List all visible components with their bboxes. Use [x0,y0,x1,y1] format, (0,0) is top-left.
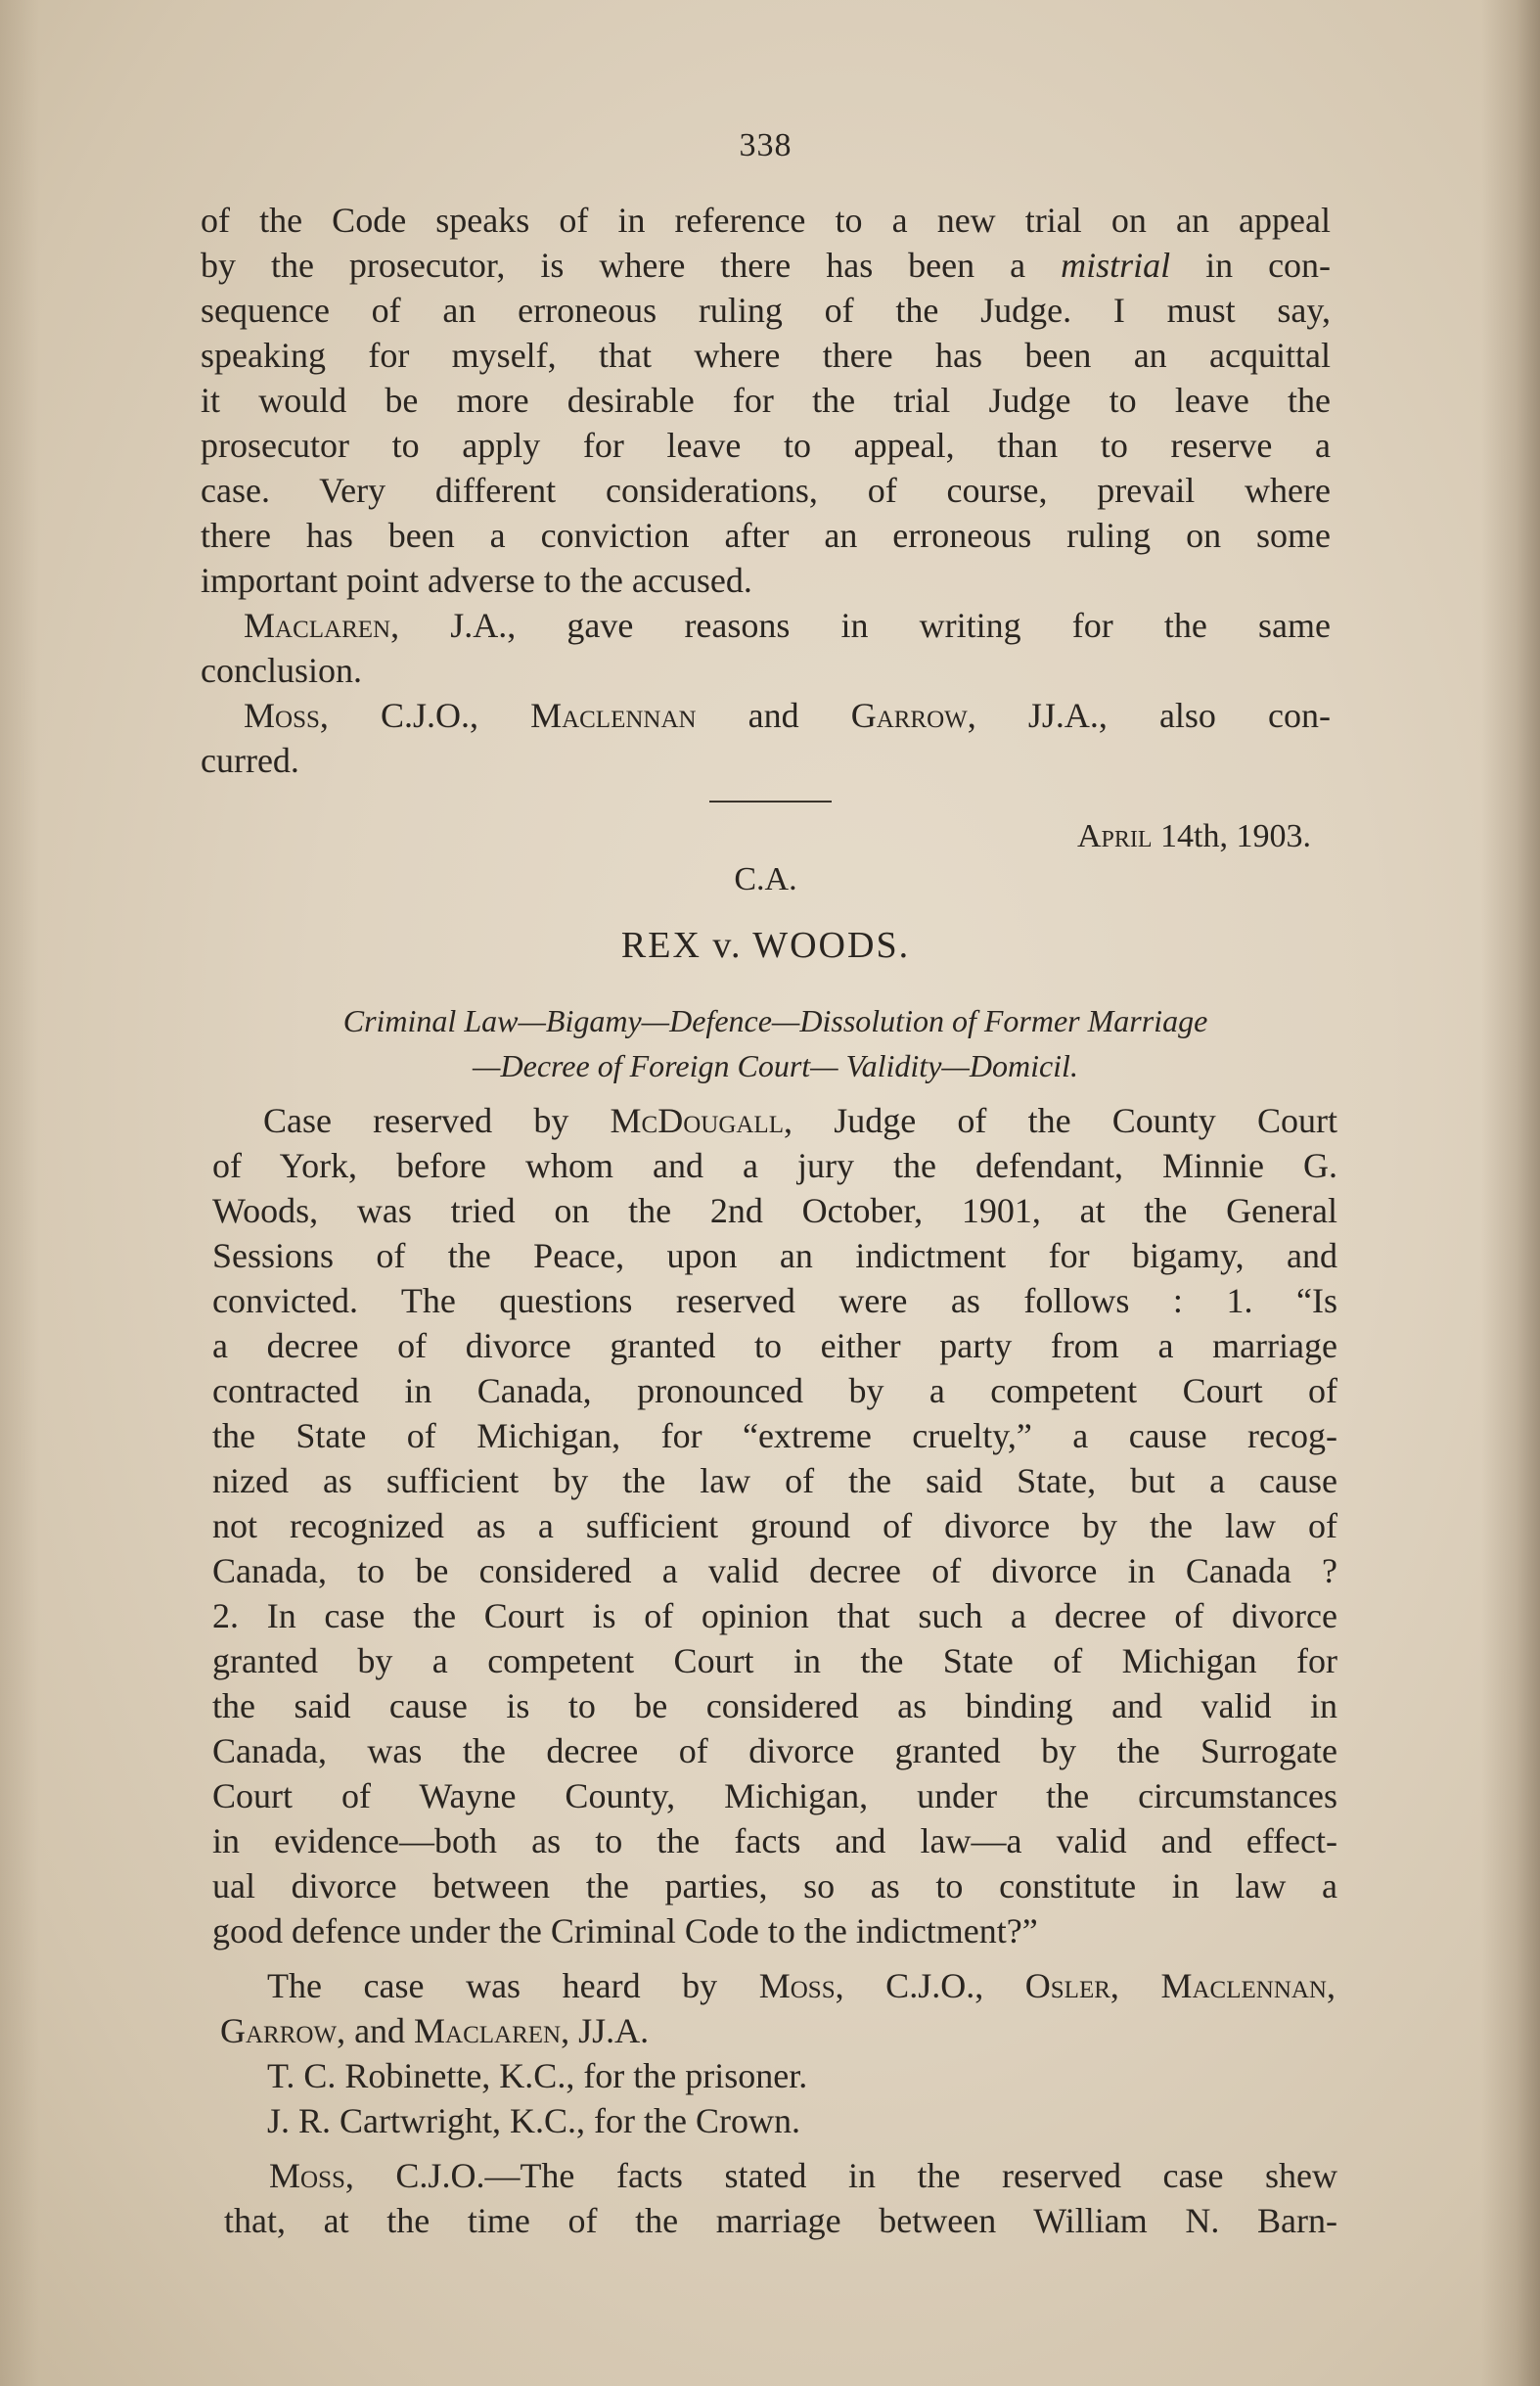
judge-name: Maclaren [414,2011,562,2050]
text-line: Canada, to be considered a valid decree of divorce in Canada ? [212,1551,1337,1590]
judgment-paragraph [224,2153,1337,2243]
text-line: ual divorce between the parties, so as to constitute in law a [212,1866,1337,1905]
text-line: not recognized as a sufficient ground of divorce by the law of [212,1506,1337,1545]
judge-name: Maclennan [530,696,697,735]
page-edge-shadow-right [1481,0,1540,2386]
case-statement-paragraph [212,1098,1337,1953]
text-line: granted by a competent Court in the State of Michigan for [212,1641,1337,1680]
case-title: REX v. WOODS. [620,925,911,966]
headnote [210,998,1340,1088]
court-abbreviation: C.A. [734,861,797,897]
hearing-paragraph [220,1963,1336,2053]
text-line: Woods, was tried on the 2nd October, 1901, at the General [212,1191,1337,1230]
text-line: that, at the time of the marriage between William N. Barn- [224,2201,1337,2240]
judge-name: Moss [269,2156,345,2195]
text-line: convicted. The questions reserved were as follows : 1. “Is [212,1281,1337,1320]
text-line: curred. [201,741,299,780]
continuation-paragraph [201,198,1331,603]
text-line: Case reserved by McDougall, Judge of the County Court [263,1101,1337,1140]
text-line: Court of Wayne County, Michigan, under the circumstances [212,1776,1337,1815]
text-line: important point adverse to the accused. [201,561,752,600]
text-line: Moss, C.J.O.—The facts stated in the reserved case shew [269,2156,1337,2195]
counsel-crown: J. R. Cartwright, K.C., for the Crown. [267,2101,800,2140]
counsel-prisoner: T. C. Robinette, K.C., for the prisoner. [267,2056,808,2095]
section-divider [709,801,832,803]
text-line: Sessions of the Peace, upon an indictment for bigamy, and [212,1236,1337,1275]
text-line: contracted in Canada, pronounced by a competent Court of [212,1371,1337,1410]
text-line: Canada, was the decree of divorce granted by the Surrogate [212,1731,1337,1770]
page-number: 338 [739,127,793,163]
judge-name: Garrow [850,696,968,735]
judge-name: McDougall [610,1101,784,1140]
text-line: it would be more desirable for the trial Judge to leave the [201,381,1331,420]
text-line: by the prosecutor, is where there has been a mistrial in con- [201,246,1332,285]
judge-name: Moss [758,1966,836,2005]
judge-name: Garrow [220,2011,338,2050]
judge-name: Maclennan [1160,1966,1327,2005]
text-line: of the Code speaks of in reference to a new trial on an appeal [201,201,1331,240]
page-edge-shadow-left [0,0,39,2386]
text-line: the State of Michigan, for “extreme cruelty,” a cause recog- [212,1416,1337,1455]
text-line: the said cause is to be considered as binding and valid in [212,1686,1337,1725]
text-line: Moss, C.J.O., Maclennan and Garrow, JJ.A., also con- [244,696,1331,735]
headnote-line: —Decree of Foreign Court— Validity—Domicil. [473,1048,1078,1083]
text-line: sequence of an erroneous ruling of the Judge. I must say, [201,291,1331,330]
judge-name: Maclaren [244,606,391,645]
text-line: speaking for myself, that where there has been an acquittal [201,336,1331,375]
text-line: 2. In case the Court is of opinion that such a decree of divorce [212,1596,1337,1635]
text-line: nized as sufficient by the law of the said State, but a cause [212,1461,1337,1500]
concurrence-paragraph [201,693,1331,783]
judge-name: Osler [1024,1966,1110,2005]
text-line: conclusion. [201,651,362,690]
text-line: in evidence—both as to the facts and law—a valid and effect- [212,1821,1337,1860]
maclaren-paragraph [201,603,1331,693]
text-line: Garrow, and Maclaren, JJ.A. [220,2011,650,2050]
text-line: of York, before whom and a jury the defendant, Minnie G. [212,1146,1337,1185]
text-line: good defence under the Criminal Code to the indictment?” [212,1911,1038,1950]
text-line: Maclaren, J.A., gave reasons in writing for the same [244,606,1331,645]
text-line: case. Very different considerations, of course, prevail where [201,471,1331,510]
text-line: there has been a conviction after an erroneous ruling on some [201,516,1331,555]
counsel-list [267,2053,1334,2143]
text-line: The case was heard by Moss, C.J.O., Osler, Maclennan, [267,1966,1336,2005]
headnote-line: Criminal Law—Bigamy—Defence—Dissolution of Former Marriage [342,1003,1208,1038]
text-line: prosecutor to apply for leave to appeal, than to reserve a [201,426,1331,465]
judge-name: Moss [244,696,320,735]
italic-term: mistrial [1061,246,1171,285]
case-date: April 14th, 1903. [1076,818,1311,854]
text-line: a decree of divorce granted to either party from a marriage [212,1326,1337,1365]
